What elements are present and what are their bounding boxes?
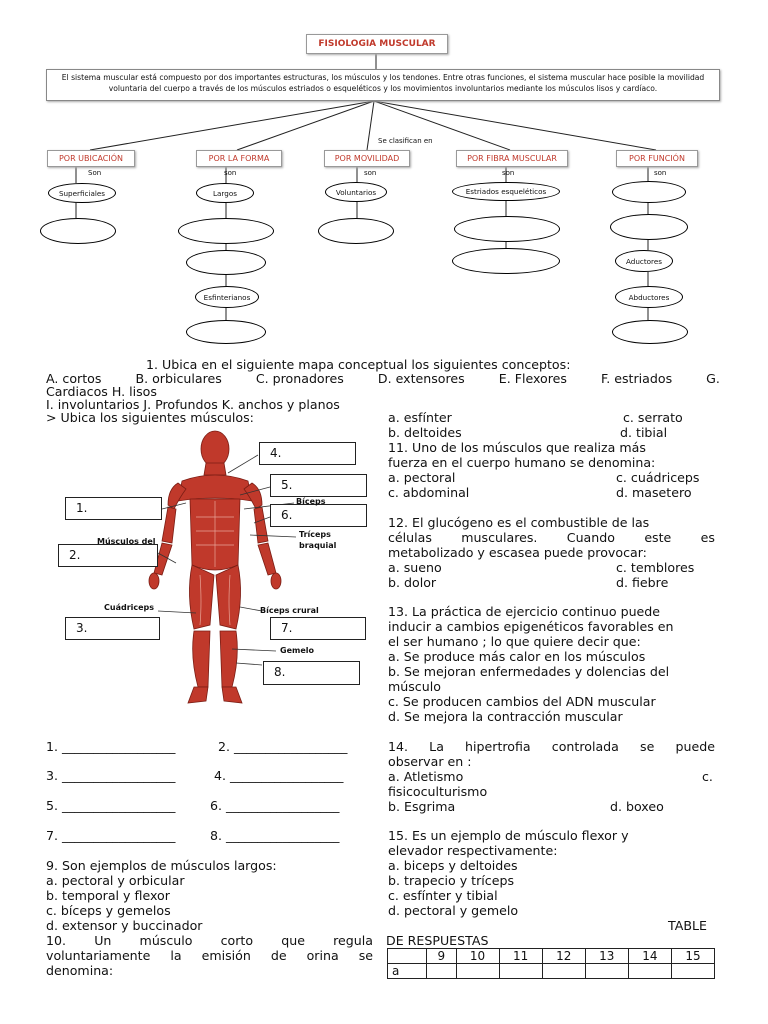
oval-blank[interactable] bbox=[40, 218, 116, 244]
q9-option-c[interactable]: c. bíceps y gemelos bbox=[46, 903, 171, 918]
q1-option: D. extensores bbox=[377, 371, 465, 386]
q9-option-d[interactable]: d. extensor y buccinador bbox=[46, 918, 203, 933]
answer-line-6[interactable]: 6. __________________ bbox=[210, 798, 340, 813]
label-box-1[interactable]: 1. bbox=[65, 497, 162, 520]
connector-son: son bbox=[224, 169, 237, 177]
q10-option-c[interactable]: c. serrato bbox=[623, 410, 683, 425]
answer-cell[interactable] bbox=[456, 964, 499, 979]
label-biceps-crural: Bíceps crural bbox=[260, 606, 319, 615]
oval-blank[interactable] bbox=[612, 320, 688, 344]
connector-son: son bbox=[502, 169, 515, 177]
muscles-heading: > Ubica los siguientes músculos: bbox=[46, 410, 254, 425]
q1-options-line3: I. involuntarios J. Profundos K. anchos y planos bbox=[46, 397, 340, 412]
category-ubicacion: POR UBICACIÓN bbox=[47, 150, 135, 167]
q12-stem-line3: metabolizado y escasea puede provocar: bbox=[388, 545, 647, 560]
q1-option: G. bbox=[706, 371, 720, 386]
label-musculos-del: Músculos del bbox=[97, 537, 156, 546]
q11-option-c2[interactable]: c. abdominal bbox=[388, 485, 470, 500]
map-title: FISIOLOGIA MUSCULAR bbox=[306, 34, 448, 54]
oval-blank[interactable] bbox=[612, 181, 686, 203]
answer-table-row bbox=[388, 964, 715, 979]
label-box-5[interactable]: 5. bbox=[270, 474, 367, 497]
q9-option-b[interactable]: b. temporal y flexor bbox=[46, 888, 170, 903]
q1-heading: 1. Ubica en el siguiente mapa conceptual los siguientes conceptos: bbox=[146, 357, 571, 372]
q10-option-d[interactable]: d. tibial bbox=[620, 425, 668, 440]
oval-blank[interactable] bbox=[610, 214, 688, 240]
answer-cell[interactable] bbox=[499, 964, 542, 979]
q15-option-a[interactable]: a. biceps y deltoides bbox=[388, 858, 518, 873]
oval-esfinterianos: Esfinterianos bbox=[195, 286, 259, 308]
answer-cell[interactable] bbox=[427, 964, 457, 979]
q9-option-a[interactable]: a. pectoral y orbicular bbox=[46, 873, 185, 888]
answer-line-1[interactable]: 1. __________________ bbox=[46, 739, 176, 754]
q11-stem-line1: 11. Uno de los músculos que realiza más bbox=[388, 440, 646, 455]
q10-option-a[interactable]: a. esfínter bbox=[388, 410, 452, 425]
table-cell: 15 bbox=[671, 949, 714, 964]
oval-voluntarios: Voluntarios bbox=[325, 182, 387, 202]
q11-stem-line2: fuerza en el cuerpo humano se denomina: bbox=[388, 455, 656, 470]
q1-option: F. estriados bbox=[601, 371, 673, 386]
q10-option-b[interactable]: b. deltoides bbox=[388, 425, 462, 440]
oval-blank[interactable] bbox=[318, 218, 394, 244]
oval-estriados: Estriados esqueléticos bbox=[452, 182, 560, 201]
table-cell: 9 bbox=[427, 949, 457, 964]
q1-option: A. cortos bbox=[46, 371, 102, 386]
oval-blank[interactable] bbox=[454, 216, 560, 242]
table-cell: 10 bbox=[456, 949, 499, 964]
connector-son: son bbox=[654, 169, 667, 177]
label-box-4[interactable]: 4. bbox=[259, 442, 356, 465]
q13-option-d[interactable]: d. Se mejora la contracción muscular bbox=[388, 709, 623, 724]
connector-son: son bbox=[364, 169, 377, 177]
q13-stem-line1: 13. La práctica de ejercicio continuo puede bbox=[388, 604, 661, 619]
q10-stem-line2: voluntariamente la emisión de orina se bbox=[46, 948, 373, 963]
answer-line-7[interactable]: 7. __________________ bbox=[46, 828, 176, 843]
table-cell: 11 bbox=[499, 949, 542, 964]
label-box-8[interactable]: 8. bbox=[263, 661, 360, 685]
q14-option-d[interactable]: d. boxeo bbox=[610, 799, 664, 814]
answer-cell[interactable] bbox=[628, 964, 671, 979]
q14-option-c[interactable]: c. bbox=[702, 769, 713, 784]
answer-cell[interactable] bbox=[671, 964, 714, 979]
table-label-left: DE RESPUESTAS bbox=[386, 933, 489, 948]
oval-superficiales: Superficiales bbox=[48, 183, 116, 203]
q14-stem-line2: observar en : bbox=[388, 754, 472, 769]
q1-option: E. Flexores bbox=[498, 371, 567, 386]
q11-option-d[interactable]: d. masetero bbox=[616, 485, 692, 500]
q1-option: C. pronadores bbox=[255, 371, 344, 386]
label-braquial: braquial bbox=[299, 541, 337, 550]
q13-option-c[interactable]: c. Se producen cambios del ADN muscular bbox=[388, 694, 656, 709]
q12-option-d[interactable]: d. fiebre bbox=[616, 575, 669, 590]
answer-table-header-row bbox=[388, 949, 715, 964]
label-triceps: Tríceps bbox=[299, 530, 331, 539]
q9-stem: 9. Son ejemplos de músculos largos: bbox=[46, 858, 277, 873]
label-biceps: Bíceps bbox=[296, 497, 326, 506]
table-cell: 12 bbox=[542, 949, 585, 964]
table-cell: 13 bbox=[585, 949, 628, 964]
q15-option-d[interactable]: d. pectoral y gemelo bbox=[388, 903, 519, 918]
q11-option-c[interactable]: c. cuádriceps bbox=[616, 470, 700, 485]
q1-option: B. orbiculares bbox=[135, 371, 222, 386]
table-label-right: TABLE bbox=[668, 918, 707, 933]
q10-stem-line3: denomina: bbox=[46, 963, 114, 978]
q12-option-a[interactable]: a. sueno bbox=[388, 560, 442, 575]
table-row-label: a bbox=[388, 964, 427, 979]
q15-option-c[interactable]: c. esfínter y tibial bbox=[388, 888, 498, 903]
category-forma: POR LA FORMA bbox=[196, 150, 282, 167]
q14-option-b[interactable]: b. Esgrima bbox=[388, 799, 456, 814]
q13-option-b-cont: músculo bbox=[388, 679, 441, 694]
q14-stem-line1: 14. La hipertrofia controlada se puede bbox=[388, 739, 715, 754]
q14-option-c-cont: fisicoculturismo bbox=[388, 784, 488, 799]
q12-option-b[interactable]: b. dolor bbox=[388, 575, 437, 590]
q15-option-b[interactable]: b. trapecio y tríceps bbox=[388, 873, 515, 888]
q12-stem-line2: células musculares. Cuando este es bbox=[388, 530, 715, 545]
oval-blank[interactable] bbox=[178, 218, 274, 244]
q15-stem-line1: 15. Es un ejemplo de músculo flexor y bbox=[388, 828, 629, 843]
q13-option-a[interactable]: a. Se produce más calor en los músculos bbox=[388, 649, 646, 664]
label-box-3[interactable]: 3. bbox=[65, 617, 160, 640]
answer-cell[interactable] bbox=[585, 964, 628, 979]
label-pointer-lines bbox=[0, 425, 300, 710]
q11-option-a[interactable]: a. pectoral bbox=[388, 470, 456, 485]
oval-blank[interactable] bbox=[452, 248, 560, 274]
q1-options-line2: Cardiacos H. lisos bbox=[46, 384, 157, 399]
q13-stem-line3: el ser humano ; lo que quiere decir que: bbox=[388, 634, 641, 649]
label-box-7[interactable]: 7. bbox=[270, 617, 366, 640]
answer-line-5[interactable]: 5. __________________ bbox=[46, 798, 176, 813]
category-fibra: POR FIBRA MUSCULAR bbox=[456, 150, 568, 167]
oval-aductores: Aductores bbox=[615, 250, 673, 272]
classify-label: Se clasifican en bbox=[378, 137, 433, 145]
q12-option-c[interactable]: c. temblores bbox=[616, 560, 695, 575]
label-cuadriceps: Cuádriceps bbox=[104, 603, 155, 612]
label-box-2[interactable]: 2. bbox=[58, 544, 158, 567]
label-gemelo: Gemelo bbox=[280, 646, 314, 655]
table-cell: 14 bbox=[628, 949, 671, 964]
q13-option-b[interactable]: b. Se mejoran enfermedades y dolencias del bbox=[388, 664, 670, 679]
answer-line-3[interactable]: 3. __________________ bbox=[46, 768, 176, 783]
oval-blank[interactable] bbox=[186, 250, 266, 275]
q10-stem-line1: 10. Un músculo corto que regula bbox=[46, 933, 373, 948]
answer-table bbox=[387, 948, 715, 979]
oval-blank[interactable] bbox=[186, 320, 266, 344]
table-cell bbox=[388, 949, 427, 964]
map-intro: El sistema muscular está compuesto por dos importantes estructuras, los músculos y los tendones. Entre otras funciones, el sistema muscular hace posible la movilidad voluntaria del cuerpo a través de los músculos estriados o esqueléticos y los movimientos involuntarios mediante los músculos lisos y cardíaco. bbox=[46, 69, 720, 101]
q14-option-a[interactable]: a. Atletismo bbox=[388, 769, 464, 784]
q15-stem-line2: elevador respectivamente: bbox=[388, 843, 558, 858]
answer-line-8[interactable]: 8. __________________ bbox=[210, 828, 340, 843]
oval-largos: Largos bbox=[196, 183, 254, 203]
answer-line-2[interactable]: 2. __________________ bbox=[218, 739, 348, 754]
category-movilidad: POR MOVILIDAD bbox=[324, 150, 410, 167]
q13-stem-line2: inducir a cambios epigenéticos favorables en bbox=[388, 619, 674, 634]
category-funcion: POR FUNCIÓN bbox=[616, 150, 698, 167]
q12-stem-line1: 12. El glucógeno es el combustible de las bbox=[388, 515, 650, 530]
oval-abductores: Abductores bbox=[615, 286, 683, 308]
label-box-6[interactable]: 6. bbox=[270, 504, 367, 527]
connector-son: Son bbox=[88, 169, 102, 177]
answer-cell[interactable] bbox=[542, 964, 585, 979]
answer-line-4[interactable]: 4. __________________ bbox=[214, 768, 344, 783]
